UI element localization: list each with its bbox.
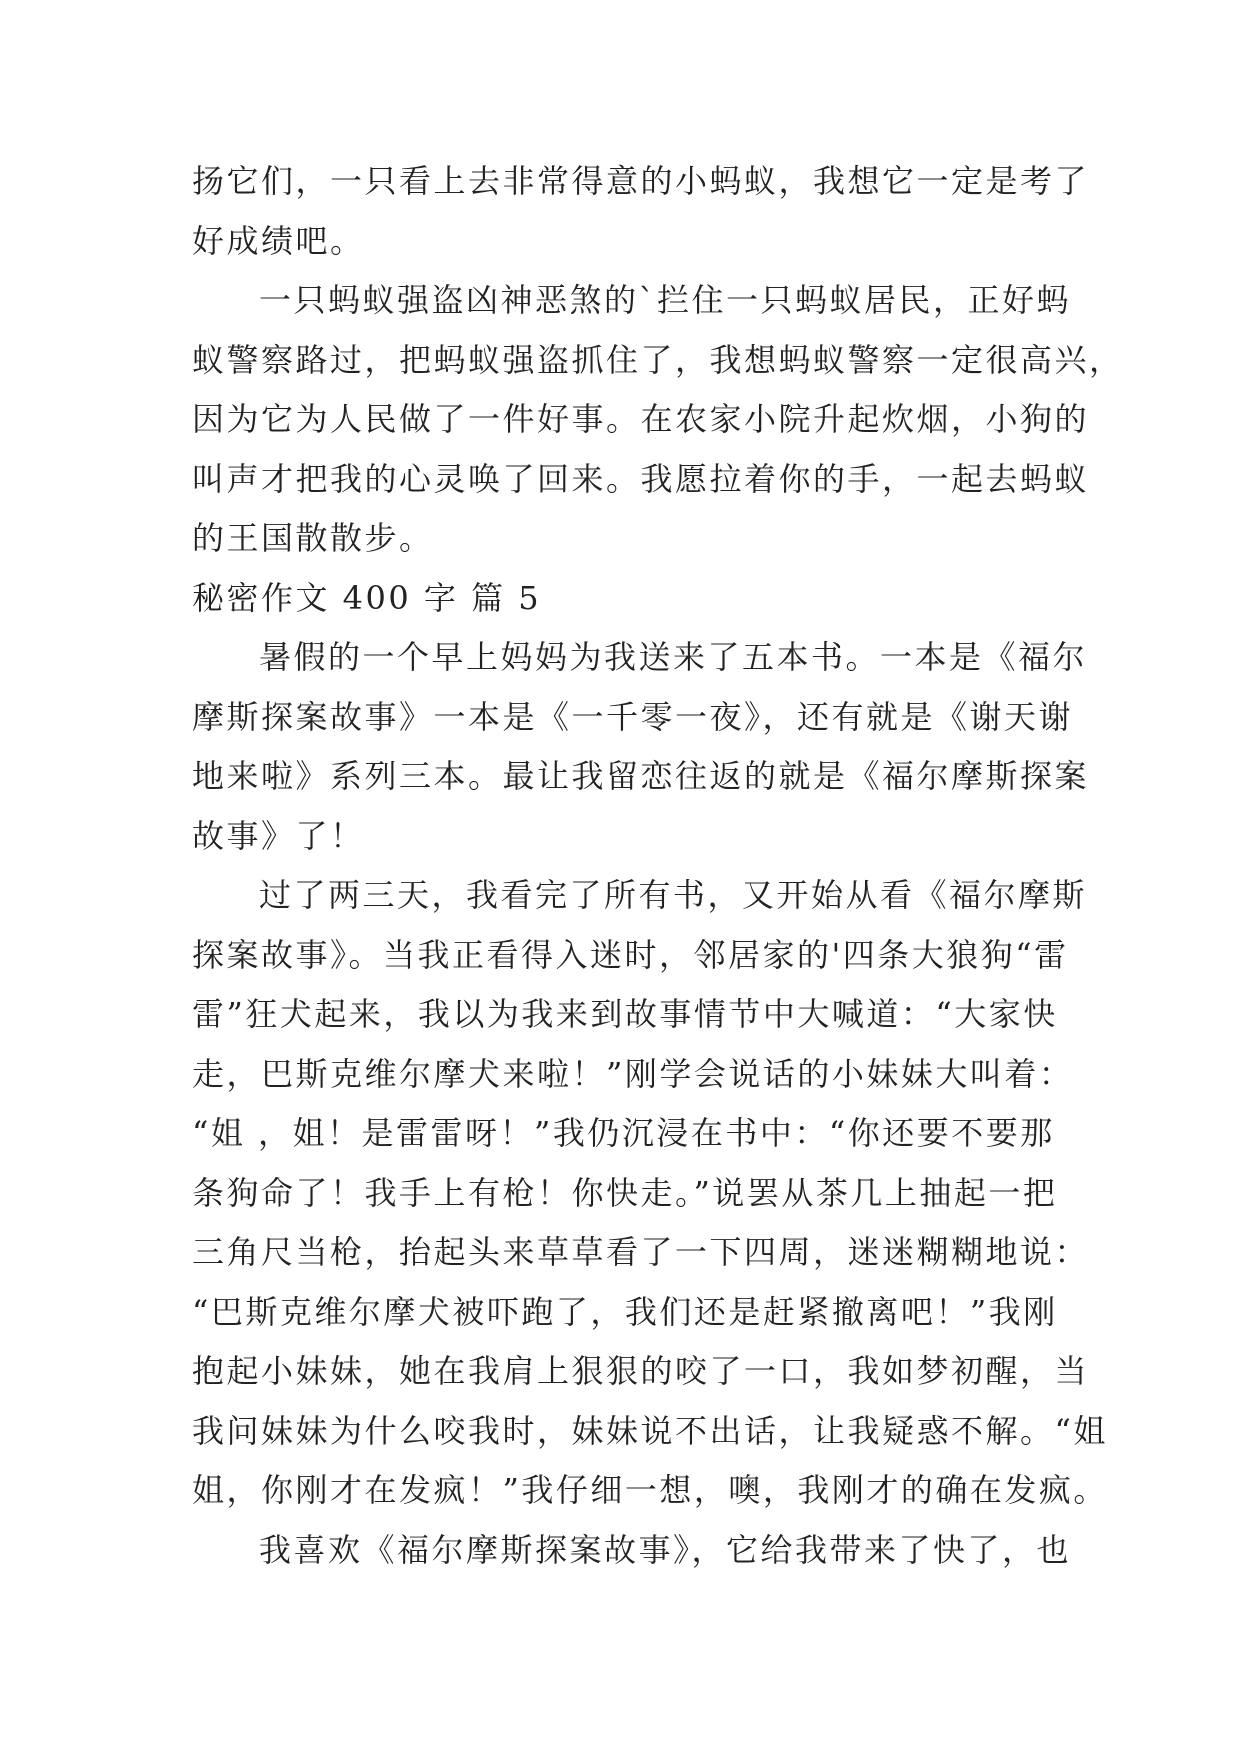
paragraph: [192, 152, 1090, 271]
text-line: 的王国散散步。: [192, 519, 434, 557]
text-line: 条狗命了！我手上有枪！你快走。”说罢从茶几上抽起一把: [192, 1173, 1058, 1212]
text-line: 因为它为人民做了一件好事。在农家小院升起炊烟，小狗的: [192, 400, 1090, 438]
document-body: [192, 152, 1124, 1580]
text-line: 走，巴斯克维尔摩犬来啦！”刚学会说话的小妹妹大叫着：: [192, 1054, 1074, 1093]
paragraph: [192, 1521, 1072, 1581]
text-line: 探案故事》。当我正看得入迷时，邻居家的'四条大狼狗“雷: [192, 935, 1069, 974]
text-line: 蚁警察路过，把蚂蚁强盗抓住了，我想蚂蚁警察一定很高兴，: [192, 340, 1124, 379]
section-heading: [192, 569, 1072, 629]
text-line: 姐，你刚才在发疯！”我仔细一想，噢，我刚才的确在发疯。: [192, 1471, 1108, 1509]
paragraph: [192, 866, 1108, 1521]
text-line: 地来啦》系列三本。最让我留恋往返的就是《福尔摩斯探案: [192, 757, 1090, 795]
text-line: “姐 ，姐！是雷雷呀！”我仍沉浸在书中：“你还要不要那: [192, 1114, 1055, 1152]
text-line: “巴斯克维尔摩犬被吓跑了，我们还是赶紧撤离吧！”我刚: [192, 1292, 1058, 1331]
text-line: 过了两三天，我看完了所有书，又开始从看《福尔摩斯: [259, 876, 1088, 914]
heading-text: 秘密作文 400 字 篇 5: [192, 578, 542, 617]
text-line: 雷”狂犬起来，我以为我来到故事情节中大喊道：“大家快: [192, 995, 1058, 1033]
text-line: 抱起小妹妹，她在我肩上狠狠的咬了一口，我如梦初醒，当: [192, 1352, 1090, 1390]
text-line: 我问妹妹为什么咬我时，妹妹说不出话，让我疑惑不解。“姐: [192, 1411, 1108, 1450]
text-line: 我喜欢《福尔摩斯探案故事》，它给我带来了快了，也: [259, 1530, 1072, 1569]
text-line: 一只蚂蚁强盗凶神恶煞的`拦住一只蚂蚁居民，正好蚂: [259, 281, 1072, 319]
text-line: 暑假的一个早上妈妈为我送来了五本书。一本是《福尔: [259, 638, 1088, 676]
paragraph: [192, 271, 1124, 569]
text-line: 三角尺当枪，抬起头来草草看了一下四周，迷迷糊糊地说：: [192, 1233, 1090, 1271]
text-line: 摩斯探案故事》一本是《一千零一夜》，还有就是《谢天谢: [192, 697, 1074, 736]
text-line: 叫声才把我的心灵唤了回来。我愿拉着你的手，一起去蚂蚁: [192, 459, 1090, 498]
text-line: 故事》了！: [192, 816, 365, 855]
text-line: 扬它们，一只看上去非常得意的小蚂蚁，我想它一定是考了: [192, 162, 1090, 200]
paragraph: [192, 628, 1090, 866]
text-line: 好成绩吧。: [192, 221, 365, 260]
